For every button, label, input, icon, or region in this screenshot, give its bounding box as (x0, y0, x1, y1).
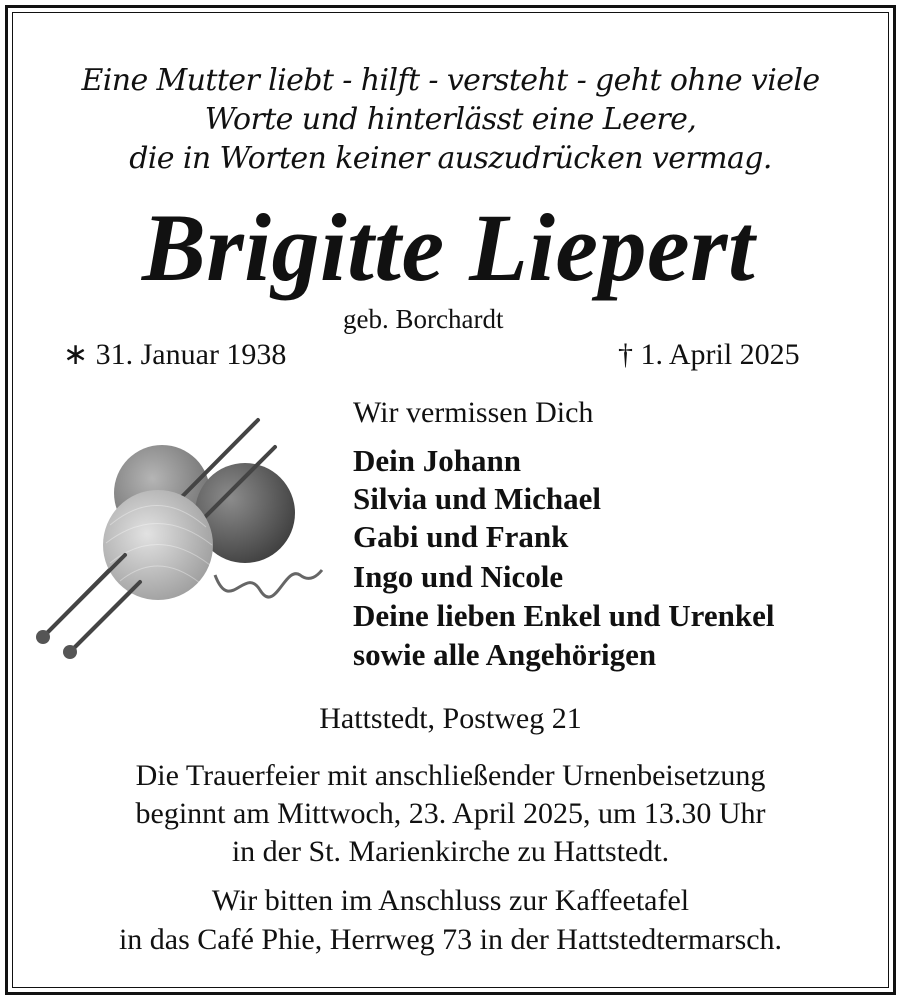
ceremony-line-2: beginnt am Mittwoch, 23. April 2025, um 13.30 Uhr (135, 797, 766, 830)
ceremony-line-1: Die Trauerfeier mit anschließender Urnenbeisetzung (135, 759, 766, 792)
reception-line-1: Wir bitten im Anschluss zur Kaffeetafel (211, 884, 690, 917)
mourner-1: Dein Johann (353, 443, 521, 478)
mourner-2: Silvia und Michael (353, 481, 602, 516)
death-date: † 1. April 2025 (618, 338, 800, 371)
quote-line-1: Eine Mutter liebt - hilft - versteht - geht ohne viele (81, 63, 820, 98)
mourner-6: sowie alle Angehörigen (353, 637, 657, 672)
needle-knob-1 (36, 630, 50, 644)
quote-line-2: Worte und hinterlässt eine Leere, (204, 102, 697, 137)
yarn-knitting-needles-icon (30, 415, 330, 665)
loose-yarn (215, 570, 322, 597)
mourner-4: Ingo und Nicole (353, 559, 564, 594)
mourner-3: Gabi und Frank (353, 519, 569, 554)
reception-line-2: in das Café Phie, Herrweg 73 in der Hattstedtermarsch. (118, 923, 783, 956)
quote-line-3: die in Worten keiner auszudrücken vermag. (129, 141, 772, 176)
ceremony-line-3: in der St. Marienkirche zu Hattstedt. (231, 835, 670, 868)
deceased-name: Brigitte Liepert (141, 194, 756, 301)
birth-date: ∗ 31. Januar 1938 (63, 338, 287, 371)
mourners-intro: Wir vermissen Dich (353, 396, 594, 429)
mourner-5: Deine lieben Enkel und Urenkel (353, 598, 775, 633)
birth-name: geb. Borchardt (343, 304, 504, 334)
needle-knob-2 (63, 645, 77, 659)
address: Hattstedt, Postweg 21 (319, 702, 582, 735)
